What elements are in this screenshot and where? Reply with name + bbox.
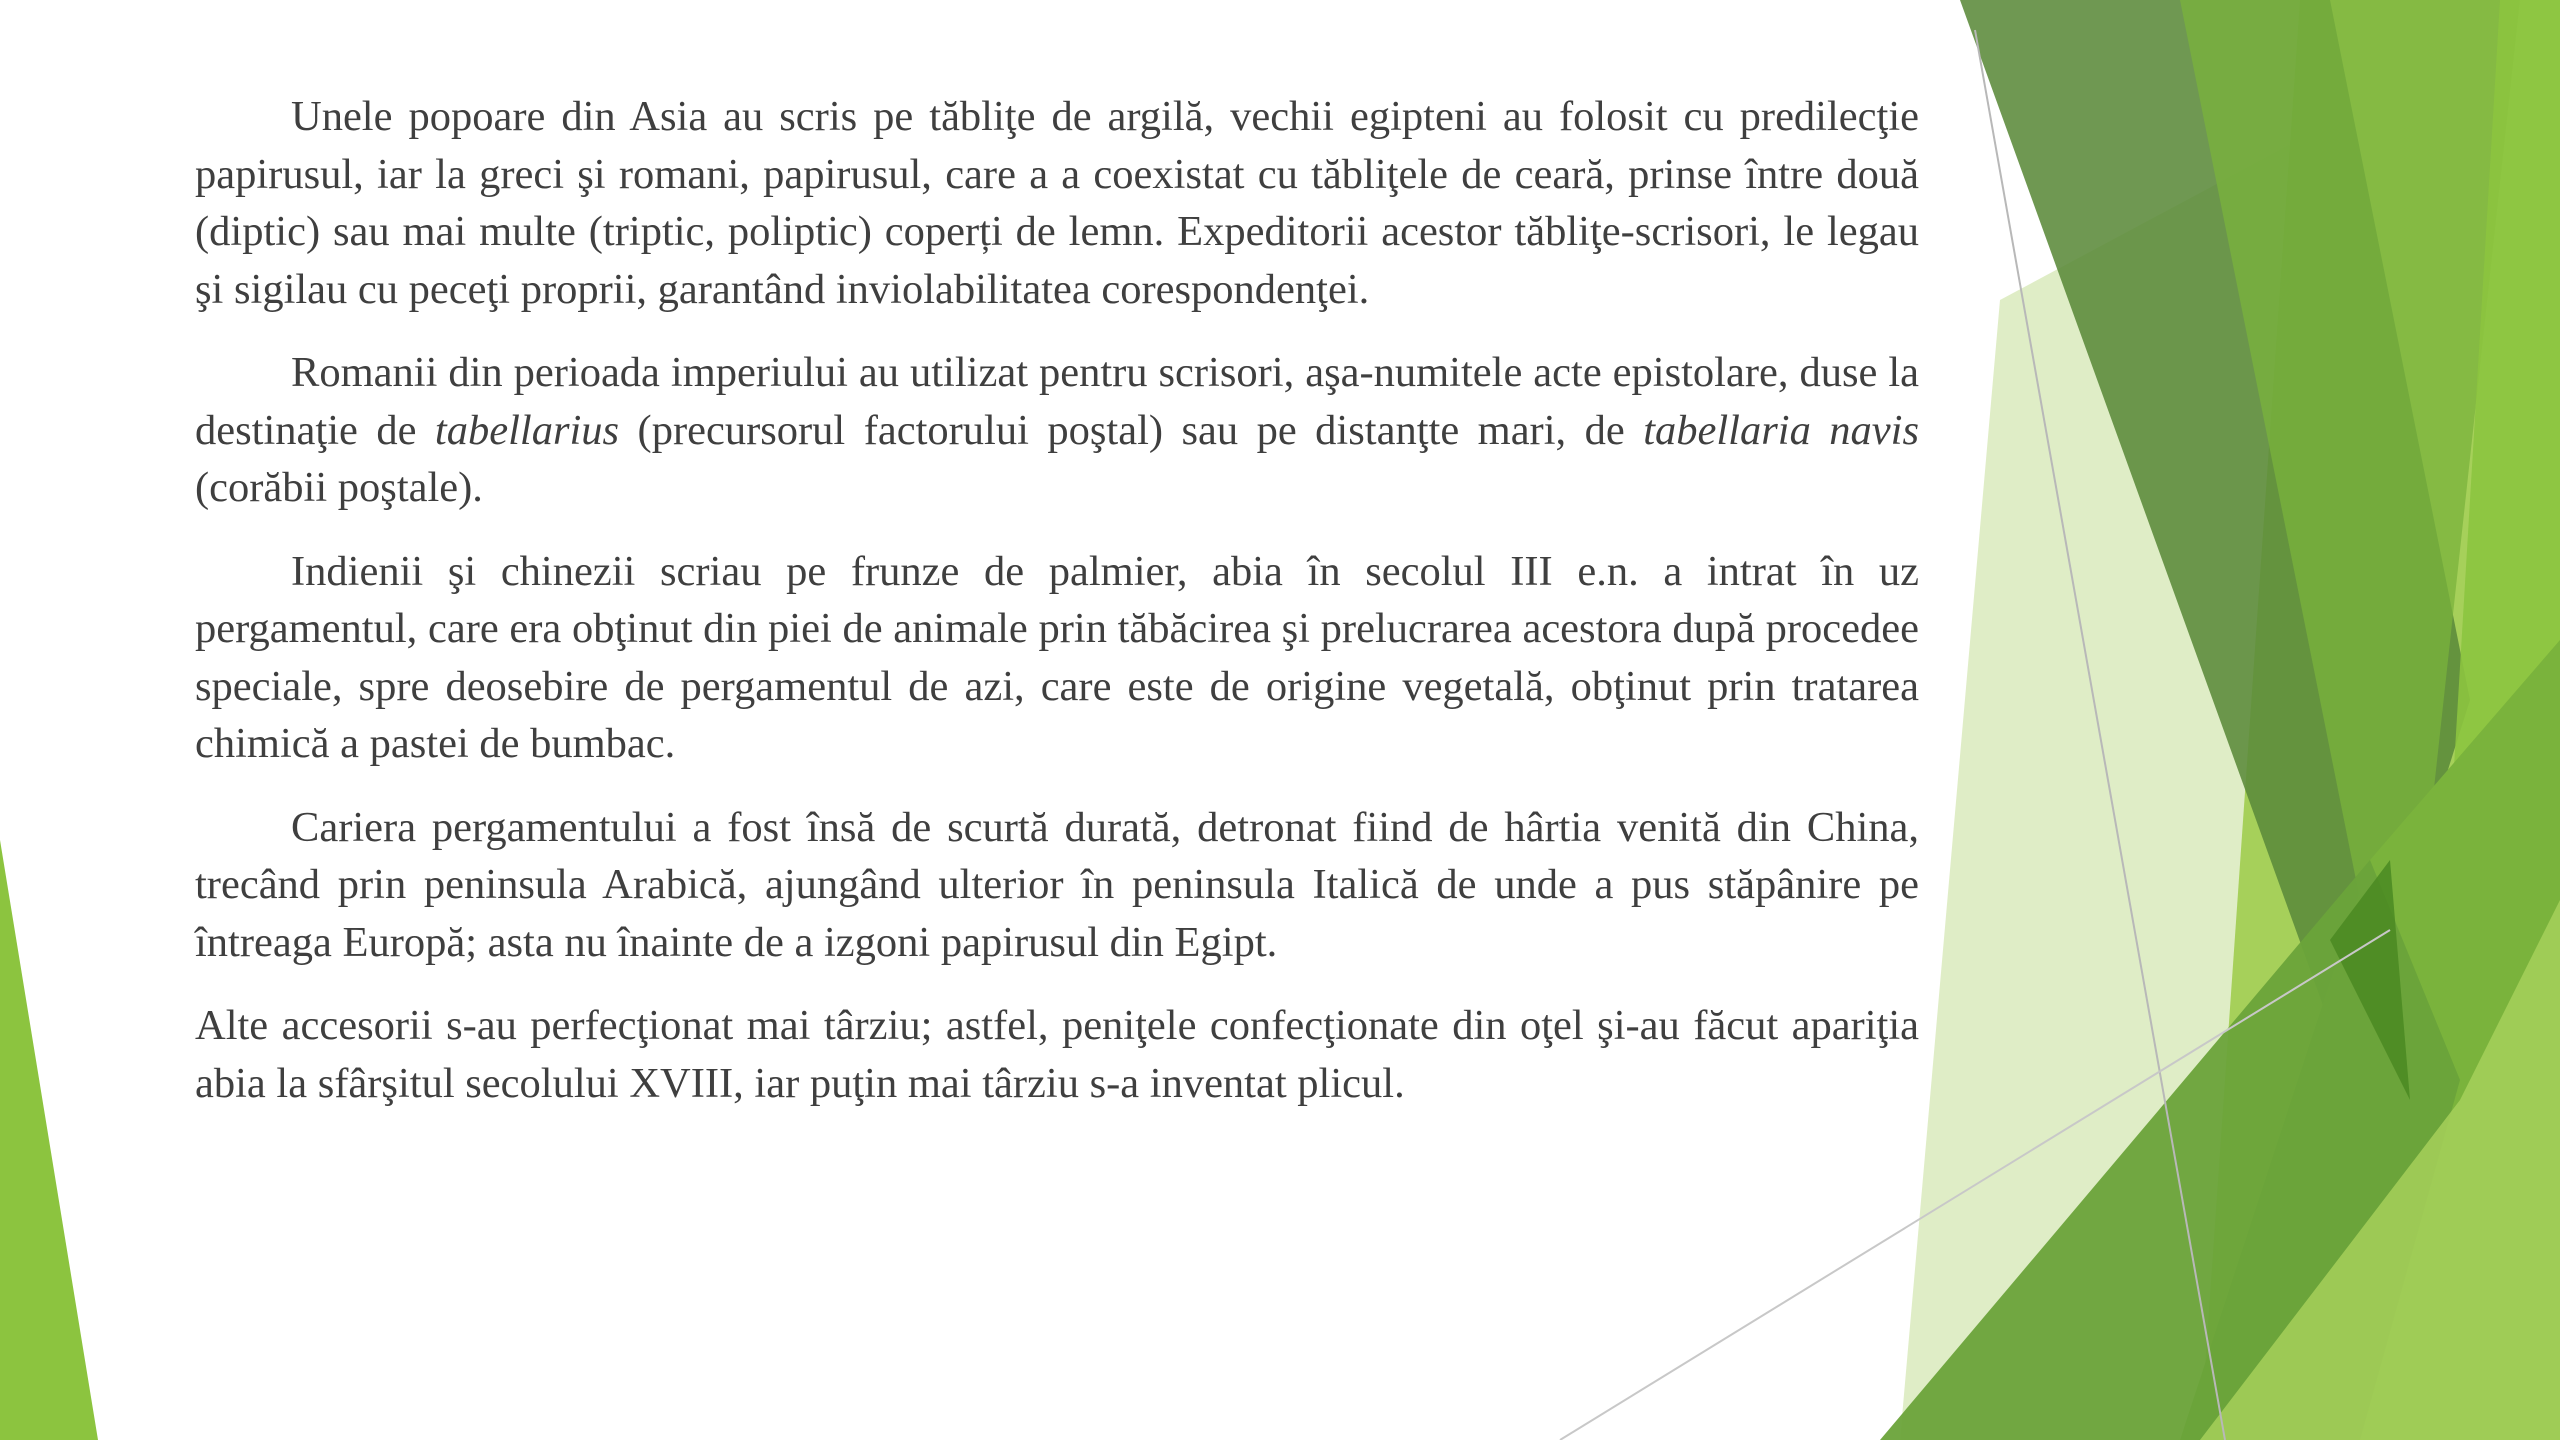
paragraph-1: Unele popoare din Asia au scris pe tăbliţe de argilă, vechii egipteni au folosit cu predilecţie papirusul, iar la greci şi romani, papirusul, care a a coexistat cu tăbliţele de ceară, prinse între două (diptic) sau mai multe (triptic, poliptic) coperți de lemn. Expeditorii acestor tăbliţe-scrisori, le legau şi sigilau cu peceţi proprii, garantând inviolabilitatea corespondenţei. <box>195 93 1919 313</box>
paragraph-2-italic-b: tabellaria navis <box>1643 406 1919 454</box>
paragraph-2-part-b: (precursorul factorului poştal) sau pe distanţte mari, de <box>619 406 1644 454</box>
paragraph-5: Alte accesorii s-au perfecţionat mai târziu; astfel, peniţele confecţionate din oţel şi-au făcut apariţia abia la sfârşitul secolului XVIII, iar puţin mai târziu s-a inventat plicul. <box>195 1002 1919 1107</box>
paragraph-3: Indienii şi chinezii scriau pe frunze de palmier, abia în secolul III e.n. a intrat în uz pergamentul, care era obţinut din piei de animale prin tăbăcirea şi prelucrarea acestora după procedee speciale, spre deosebire de pergamentul de azi, care este de origine vegetală, obţinut prin tratarea chimică a pastei de bumbac. <box>195 547 1919 767</box>
paragraph-2 <box>195 344 1919 517</box>
left-green-sliver <box>0 840 98 1440</box>
text-body <box>195 88 1919 1138</box>
paragraph-4: Cariera pergamentului a fost însă de scurtă durată, detronat fiind de hârtia venită din China, trecând prin peninsula Arabică, ajungând ulterior în peninsula Italică de unde a pus stăpânire pe întreaga Europă; asta nu înainte de a izgoni papirusul din Egipt. <box>195 803 1919 966</box>
paragraph-2-part-c: (corăbii poştale). <box>195 464 483 511</box>
paragraph-2-part-a: Romanii din perioada imperiului au utilizat pentru scrisori, aşa-numitele acte epistolare, duse la destinaţie de <box>195 349 1919 454</box>
paragraph-2-italic-a: tabellarius <box>434 406 620 454</box>
